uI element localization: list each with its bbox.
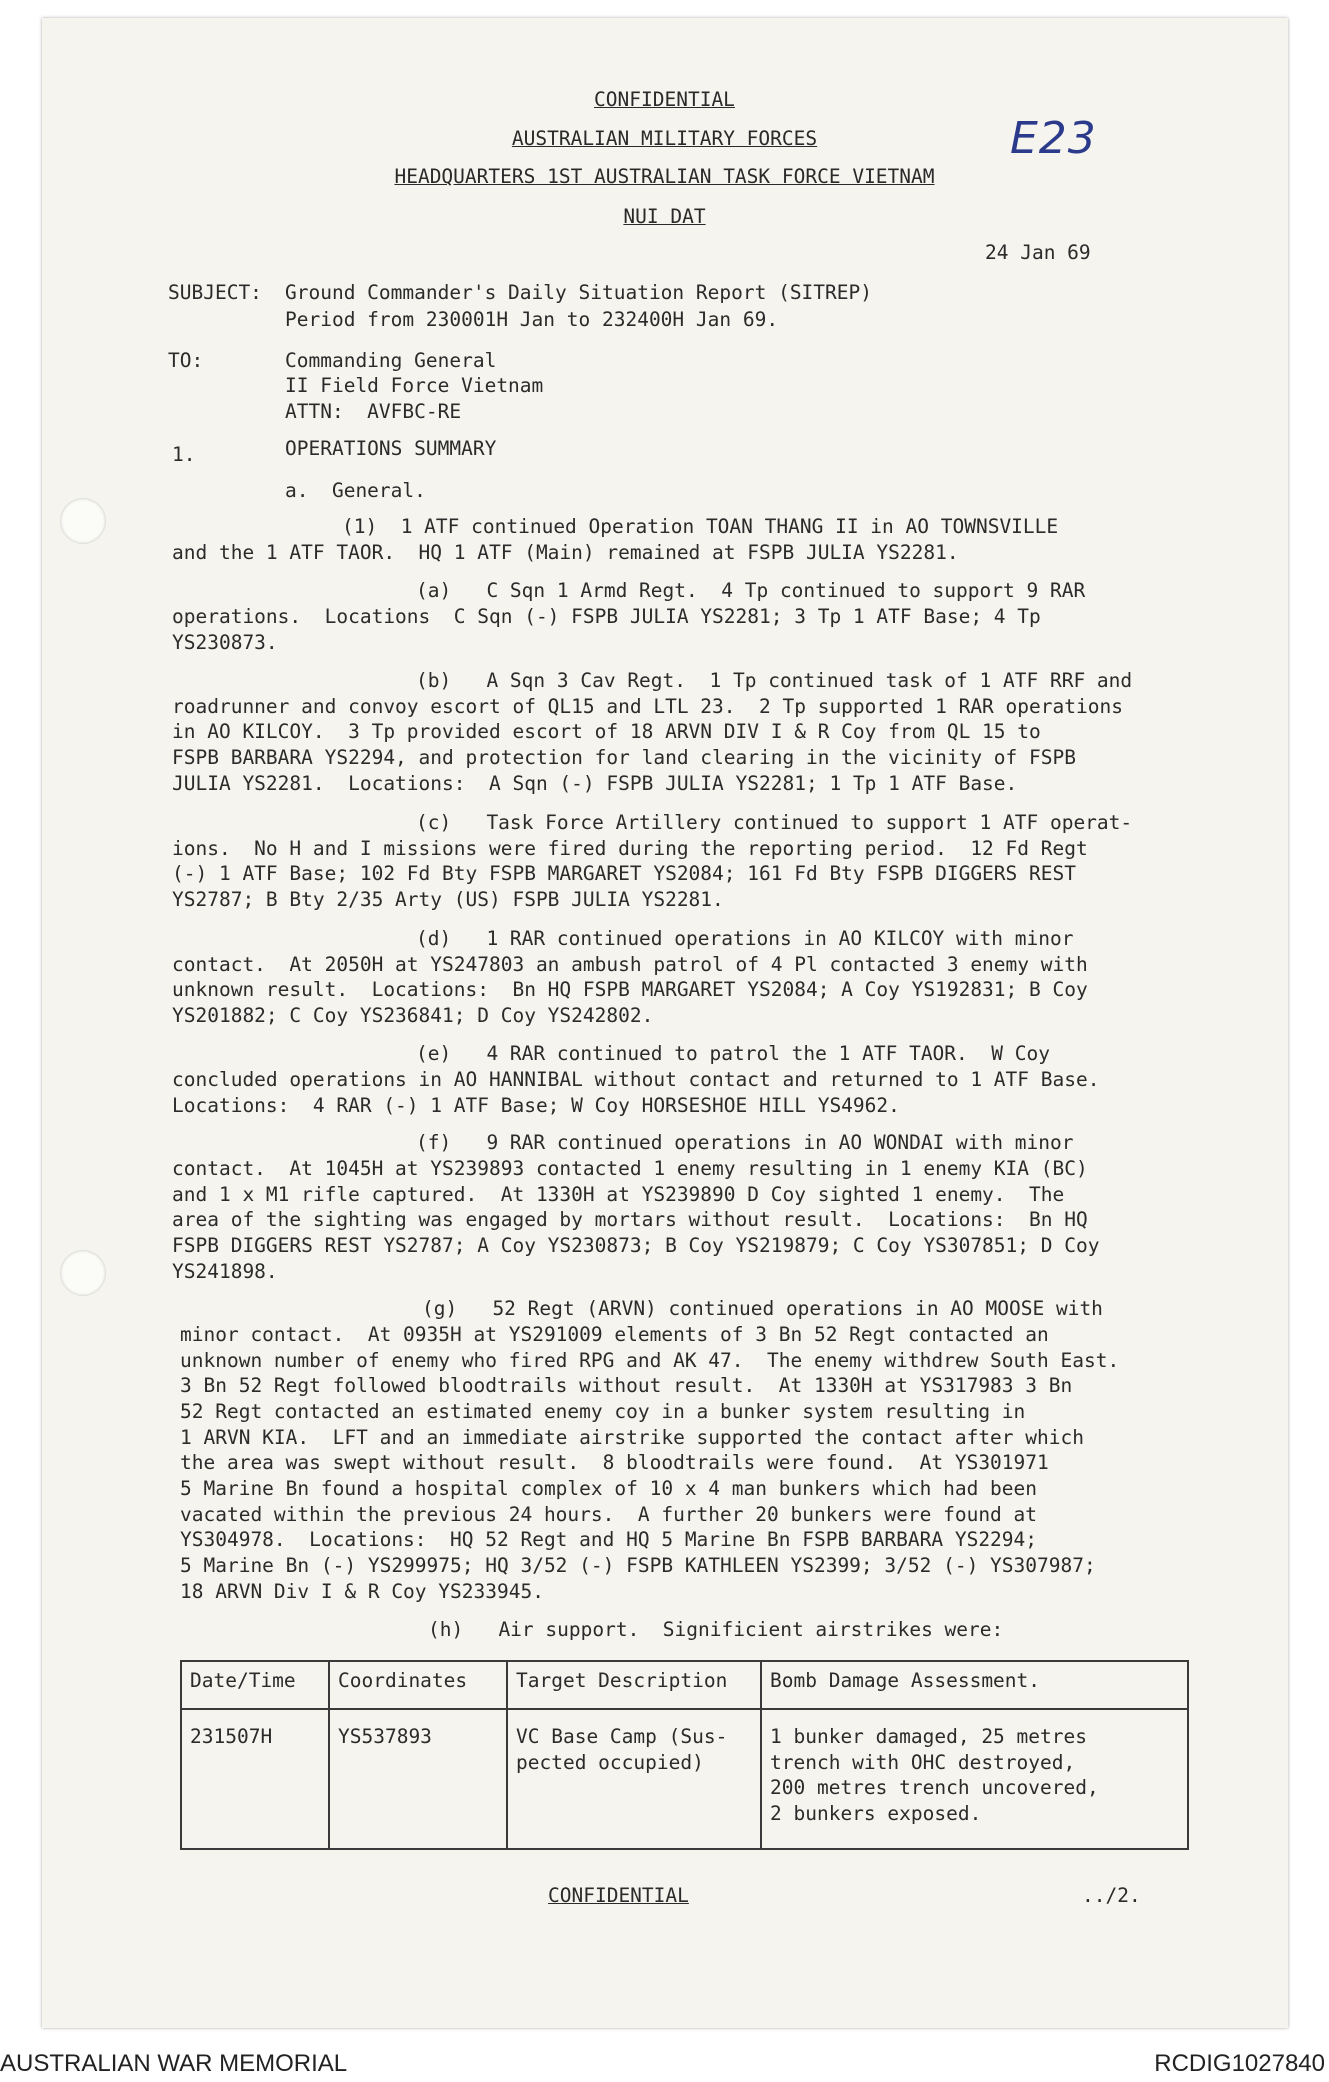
para-line: 52 Regt contacted an estimated enemy coy in a bunker system resulting in <box>180 1400 1026 1423</box>
para-line: YS241898. <box>172 1260 278 1283</box>
archive-id: RCDIG1027840 <box>1154 2050 1325 2077</box>
para-line: (e) 4 RAR continued to patrol the 1 ATF TAOR. W Coy <box>416 1042 1050 1065</box>
para-line: 5 Marine Bn found a hospital complex of 10 x 4 man bunkers which had been <box>180 1477 1038 1500</box>
para-line: YS304978. Locations: HQ 52 Regt and HQ 5 Marine Bn FSPB BARBARA YS2294; <box>180 1528 1038 1551</box>
para-line: 5 Marine Bn (-) YS299975; HQ 3/52 (-) FSPB KATHLEEN YS2399; 3/52 (-) YS307987; <box>180 1554 1096 1577</box>
para-line: contact. At 1045H at YS239893 contacted 1 enemy resulting in 1 enemy KIA (BC) <box>172 1157 1088 1180</box>
to-line: II Field Force Vietnam <box>285 374 544 397</box>
punch-hole <box>60 1250 106 1296</box>
to-label: TO: <box>168 349 204 372</box>
cell-time: 231507H <box>181 1709 329 1849</box>
para-line: concluded operations in AO HANNIBAL without contact and returned to 1 ATF Base. <box>172 1068 1100 1091</box>
column-header: Coordinates <box>329 1661 507 1709</box>
para-line: YS201882; C Coy YS236841; D Coy YS242802. <box>172 1004 654 1027</box>
section-title: OPERATIONS SUMMARY <box>285 437 497 460</box>
para-line: roadrunner and convoy escort of QL15 and LTL 23. 2 Tp supported 1 RAR operations <box>172 695 1123 718</box>
para-line: operations. Locations C Sqn (-) FSPB JULIA YS2281; 3 Tp 1 ATF Base; 4 Tp <box>172 605 1041 628</box>
para-line: vacated within the previous 24 hours. A further 20 bunkers were found at <box>180 1503 1038 1526</box>
para-line: FSPB BARBARA YS2294, and protection for land clearing in the vicinity of FSPB <box>172 746 1076 769</box>
para-line: JULIA YS2281. Locations: A Sqn (-) FSPB JULIA YS2281; 1 Tp 1 ATF Base. <box>172 772 1018 795</box>
para-line: the area was swept without result. 8 bloodtrails were found. At YS301971 <box>180 1451 1049 1474</box>
subject-line: Period from 230001H Jan to 232400H Jan 69. <box>285 308 779 331</box>
archive-source: AUSTRALIAN WAR MEMORIAL <box>0 2050 348 2077</box>
para-line: YS230873. <box>172 631 278 654</box>
cell-bda <box>761 1709 1188 1849</box>
hq-heading: HEADQUARTERS 1ST AUSTRALIAN TASK FORCE VIETNAM <box>394 165 935 188</box>
para-line: (f) 9 RAR continued operations in AO WONDAI with minor <box>416 1131 1074 1154</box>
para-line: (1) 1 ATF continued Operation TOAN THANG II in AO TOWNSVILLE <box>342 515 1059 538</box>
para-line: and 1 x M1 rifle captured. At 1330H at YS239890 D Coy sighted 1 enemy. The <box>172 1183 1065 1206</box>
para-line: minor contact. At 0935H at YS291009 elements of 3 Bn 52 Regt contacted an <box>180 1323 1049 1346</box>
para-line: 3 Bn 52 Regt followed bloodtrails without result. At 1330H at YS317983 3 Bn <box>180 1374 1073 1397</box>
cell-coordinates: YS537893 <box>329 1709 507 1849</box>
para-line: 18 ARVN Div I & R Coy YS233945. <box>180 1580 544 1603</box>
classification-bottom: CONFIDENTIAL <box>548 1884 689 1907</box>
column-header: Bomb Damage Assessment. <box>761 1661 1188 1709</box>
classification-top: CONFIDENTIAL <box>594 88 735 111</box>
column-header: Date/Time <box>181 1661 329 1709</box>
para-line: (c) Task Force Artillery continued to support 1 ATF operat- <box>416 811 1133 834</box>
para-line: in AO KILCOY. 3 Tp provided escort of 18 ARVN DIV I & R Coy from QL 15 to <box>172 720 1041 743</box>
continued-page-marker: ../2. <box>1082 1884 1141 1907</box>
para-line: (b) A Sqn 3 Cav Regt. 1 Tp continued task of 1 ATF RRF and <box>416 669 1133 692</box>
para-line: unknown number of enemy who fired RPG and AK 47. The enemy withdrew South East. <box>180 1349 1120 1372</box>
punch-hole <box>60 498 106 544</box>
airstrike-table <box>180 1660 1189 1850</box>
para-line: (g) 52 Regt (ARVN) continued operations in AO MOOSE with <box>422 1297 1103 1320</box>
para-line: Locations: 4 RAR (-) 1 ATF Base; W Coy HORSESHOE HILL YS4962. <box>172 1094 900 1117</box>
to-line: ATTN: AVFBC-RE <box>285 400 462 423</box>
para-line: unknown result. Locations: Bn HQ FSPB MARGARET YS2084; A Coy YS192831; B Coy <box>172 978 1088 1001</box>
para-line: (d) 1 RAR continued operations in AO KILCOY with minor <box>416 927 1074 950</box>
table-header-row <box>181 1661 1188 1709</box>
para-line: and the 1 ATF TAOR. HQ 1 ATF (Main) remained at FSPB JULIA YS2281. <box>172 541 959 564</box>
air-support-heading: (h) Air support. Significient airstrikes were: <box>428 1618 1004 1641</box>
report-date: 24 Jan 69 <box>985 241 1091 264</box>
cell-line: 200 metres trench uncovered, <box>770 1776 1099 1800</box>
cell-line: pected occupied) <box>516 1750 704 1774</box>
to-line: Commanding General <box>285 349 497 372</box>
cell-target <box>507 1709 761 1849</box>
cell-line: trench with OHC destroyed, <box>770 1750 1076 1774</box>
subject-label: SUBJECT: <box>168 281 262 304</box>
cell-line: 1 bunker damaged, 25 metres <box>770 1725 1087 1748</box>
table-row <box>181 1709 1188 1849</box>
para-line: 1 ARVN KIA. LFT and an immediate airstrike supported the contact after which <box>180 1426 1084 1449</box>
location-heading: NUI DAT <box>623 205 706 228</box>
para-line: YS2787; B Bty 2/35 Arty (US) FSPB JULIA YS2281. <box>172 888 724 911</box>
cell-line: 2 bunkers exposed. <box>770 1802 982 1826</box>
subsection-general: a. General. <box>285 479 426 502</box>
para-line: contact. At 2050H at YS247803 an ambush patrol of 4 Pl contacted 3 enemy with <box>172 953 1088 976</box>
subject-line: Ground Commander's Daily Situation Report (SITREP) <box>285 281 872 304</box>
cell-line: VC Base Camp (Sus- <box>516 1725 728 1748</box>
para-line: FSPB DIGGERS REST YS2787; A Coy YS230873; B Coy YS219879; C Coy YS307851; D Coy <box>172 1234 1100 1257</box>
para-line: ions. No H and I missions were fired during the reporting period. 12 Fd Regt <box>172 837 1088 860</box>
para-line: (a) C Sqn 1 Armd Regt. 4 Tp continued to support 9 RAR <box>416 579 1086 602</box>
forces-heading: AUSTRALIAN MILITARY FORCES <box>511 127 818 150</box>
handwritten-reference: E23 <box>1010 113 1097 164</box>
column-header: Target Description <box>507 1661 761 1709</box>
section-number: 1. <box>172 443 196 466</box>
para-line: (-) 1 ATF Base; 102 Fd Bty FSPB MARGARET YS2084; 161 Fd Bty FSPB DIGGERS REST <box>172 862 1076 885</box>
para-line: area of the sighting was engaged by mortars without result. Locations: Bn HQ <box>172 1208 1088 1231</box>
